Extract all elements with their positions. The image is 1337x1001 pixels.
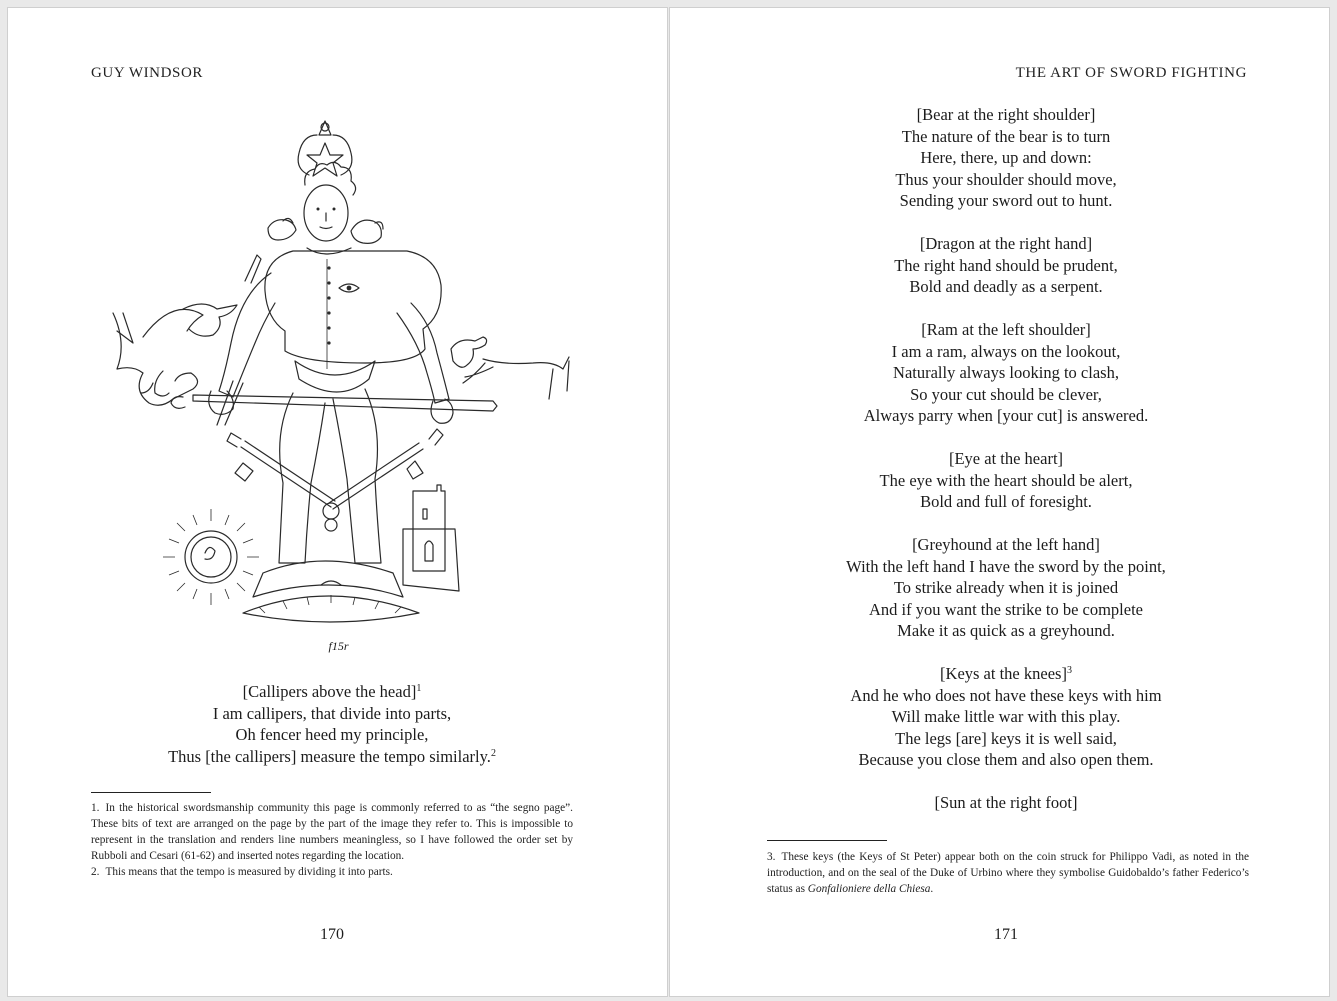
verse-line: [682, 384, 1330, 406]
verse-line-text: Bold and deadly as a serpent.: [909, 277, 1103, 296]
stanza: [682, 792, 1330, 814]
footnote-rule: [767, 840, 887, 841]
page-number: 170: [320, 926, 344, 943]
verse-line-text: With the left hand I have the sword by the point,: [846, 556, 1166, 576]
verse-line-text: And if you want the strike to be complete: [868, 599, 1143, 619]
footnote: [767, 849, 1249, 897]
footnote-text: In the historical swordsmanship community this page is commonly referred to as “the segno page”. These bits of text are arranged on the page by the part of the image they refer to. This is impossible to represent in the translation and renders line numbers meaningless, so I have followed the order set by Rubboli and Cesari (61-62) and inserted notes regarding the location.: [91, 802, 573, 862]
greyhound-drawing: [451, 337, 569, 399]
verse-line: [682, 728, 1330, 750]
verse-line-text: The eye with the heart should be alert,: [879, 470, 1133, 490]
stanza: [8, 681, 656, 767]
verse-line: [682, 276, 1330, 298]
footnote-text-end: .: [930, 883, 934, 895]
verse-line-text: [Keys at the knees]: [940, 664, 1067, 683]
verse-line-text: I am a ram, always on the lookout,: [891, 341, 1121, 361]
verse-line-text: The legs [are] keys it is well said,: [895, 728, 1117, 748]
stanza: [682, 104, 1330, 212]
verse-line-text: [Bear at the right shoulder]: [916, 105, 1096, 124]
verse-line-text: Because you close them and also open them.: [858, 750, 1154, 769]
verse-line: [682, 319, 1330, 341]
crossed-keys-drawing: [227, 429, 443, 531]
footnote-ref[interactable]: 1: [416, 683, 422, 694]
verse-line-text: Make it as quick as a greyhound.: [897, 621, 1115, 640]
running-head-title: THE ART OF SWORD FIGHTING: [1015, 65, 1247, 81]
verse-line: [682, 577, 1330, 599]
footnote-rule: [91, 792, 211, 793]
footnote-ref[interactable]: 2: [490, 747, 496, 759]
figure-legs: [279, 389, 381, 563]
running-head-author: GUY WINDSOR: [91, 65, 204, 81]
verse-line: [682, 169, 1330, 191]
verse-line-text: Naturally always looking to clash,: [893, 363, 1119, 382]
footnote: [91, 800, 573, 864]
verse-line: [682, 362, 1330, 384]
figure-torso: [265, 248, 441, 392]
verse-line: [682, 792, 1330, 814]
verse-line-text: [Callipers above the head]: [242, 682, 417, 701]
verse-line: [682, 405, 1330, 427]
stanza: [682, 534, 1330, 642]
ram-heads: [268, 218, 383, 243]
footnote-number: 3.: [767, 851, 776, 863]
verse-line: [682, 126, 1330, 148]
stanza: [682, 319, 1330, 427]
verse-line: [682, 233, 1330, 255]
left-page: [7, 7, 668, 997]
verse-line-text: [Dragon at the right hand]: [919, 234, 1093, 253]
verse-line-text: Oh fencer heed my principle,: [235, 725, 429, 744]
verse-line: [8, 724, 656, 746]
verse-line-text: [Sun at the right foot]: [934, 793, 1078, 812]
verse-line-text: Here, there, up and down:: [920, 148, 1092, 167]
left-footnotes: [91, 800, 573, 880]
verse-line: [682, 470, 1330, 492]
verse-line-text: Always parry when [your cut] is answered.: [863, 406, 1149, 425]
verse-line: [8, 703, 656, 725]
tower-drawing: [403, 485, 459, 591]
verse-line: [682, 491, 1330, 513]
verse-line: [8, 681, 656, 703]
verse-line-text: And he who does not have these keys with him: [850, 685, 1162, 705]
figure-caption: f15r: [328, 639, 349, 653]
verse-line: [682, 599, 1330, 621]
verse-line: [682, 685, 1330, 707]
verse-line: [682, 749, 1330, 771]
verse-line: [682, 620, 1330, 642]
footnote-number: 1.: [91, 802, 100, 814]
verse-line-text: Thus your shoulder should move,: [895, 169, 1117, 189]
stanza: [682, 663, 1330, 771]
right-verse: [682, 104, 1330, 835]
footnote: [91, 864, 573, 880]
verse-line-text: Thus [the callipers] measure the tempo similarly.: [168, 746, 491, 766]
verse-line: [682, 255, 1330, 277]
stanza: [682, 448, 1330, 513]
figure-arms: [209, 273, 453, 423]
verse-line-text: [Greyhound at the left hand]: [912, 535, 1100, 554]
footnote-italic-text: Gonfalioniere della Chiesa: [807, 883, 931, 895]
footnote-text: This means that the tempo is measured by dividing it into parts.: [105, 866, 393, 878]
verse-line: [682, 534, 1330, 556]
book-spread: [7, 7, 1330, 997]
compass-base-drawing: [243, 561, 419, 622]
verse-line: [682, 341, 1330, 363]
verse-line-text: [Eye at the heart]: [948, 449, 1064, 468]
verse-line: [682, 556, 1330, 578]
footnote-text: These keys (the Keys of St Peter) appear both on the coin struck for Philippo Vadi, as noted in the introduction, and on the seal of the Duke of Urbino where they symbolise Guidobaldo’s father Federico’s status as: [767, 851, 1249, 895]
verse-line-text: The nature of the bear is to turn: [901, 126, 1111, 146]
footnote-ref[interactable]: 3: [1066, 665, 1072, 676]
footnote-number: 2.: [91, 866, 100, 878]
verse-line-text: Will make little war with this play.: [891, 707, 1121, 726]
verse-line: [682, 104, 1330, 126]
verse-line: [682, 190, 1330, 212]
segno-figure-illustration: [93, 113, 573, 643]
verse-line-text: [Ram at the left shoulder]: [921, 320, 1091, 339]
verse-line: [8, 746, 656, 768]
verse-line-text: Sending your sword out to hunt.: [899, 191, 1113, 210]
figure-head: [304, 162, 356, 241]
verse-line-text: The right hand should be prudent,: [894, 255, 1118, 275]
verse-line: [682, 663, 1330, 685]
stanza: [682, 233, 1330, 298]
verse-line-text: To strike already when it is joined: [893, 578, 1119, 597]
sun-drawing: [163, 509, 259, 605]
verse-line: [682, 147, 1330, 169]
left-verse: [8, 681, 656, 789]
right-page: [669, 7, 1330, 997]
verse-line-text: So your cut should be clever,: [910, 384, 1102, 404]
page-number: 171: [994, 926, 1018, 943]
verse-line-text: Bold and full of foresight.: [920, 492, 1092, 511]
verse-line: [682, 448, 1330, 470]
verse-line: [682, 706, 1330, 728]
right-footnotes: [767, 849, 1249, 897]
verse-line-text: I am callipers, that divide into parts,: [212, 703, 452, 723]
